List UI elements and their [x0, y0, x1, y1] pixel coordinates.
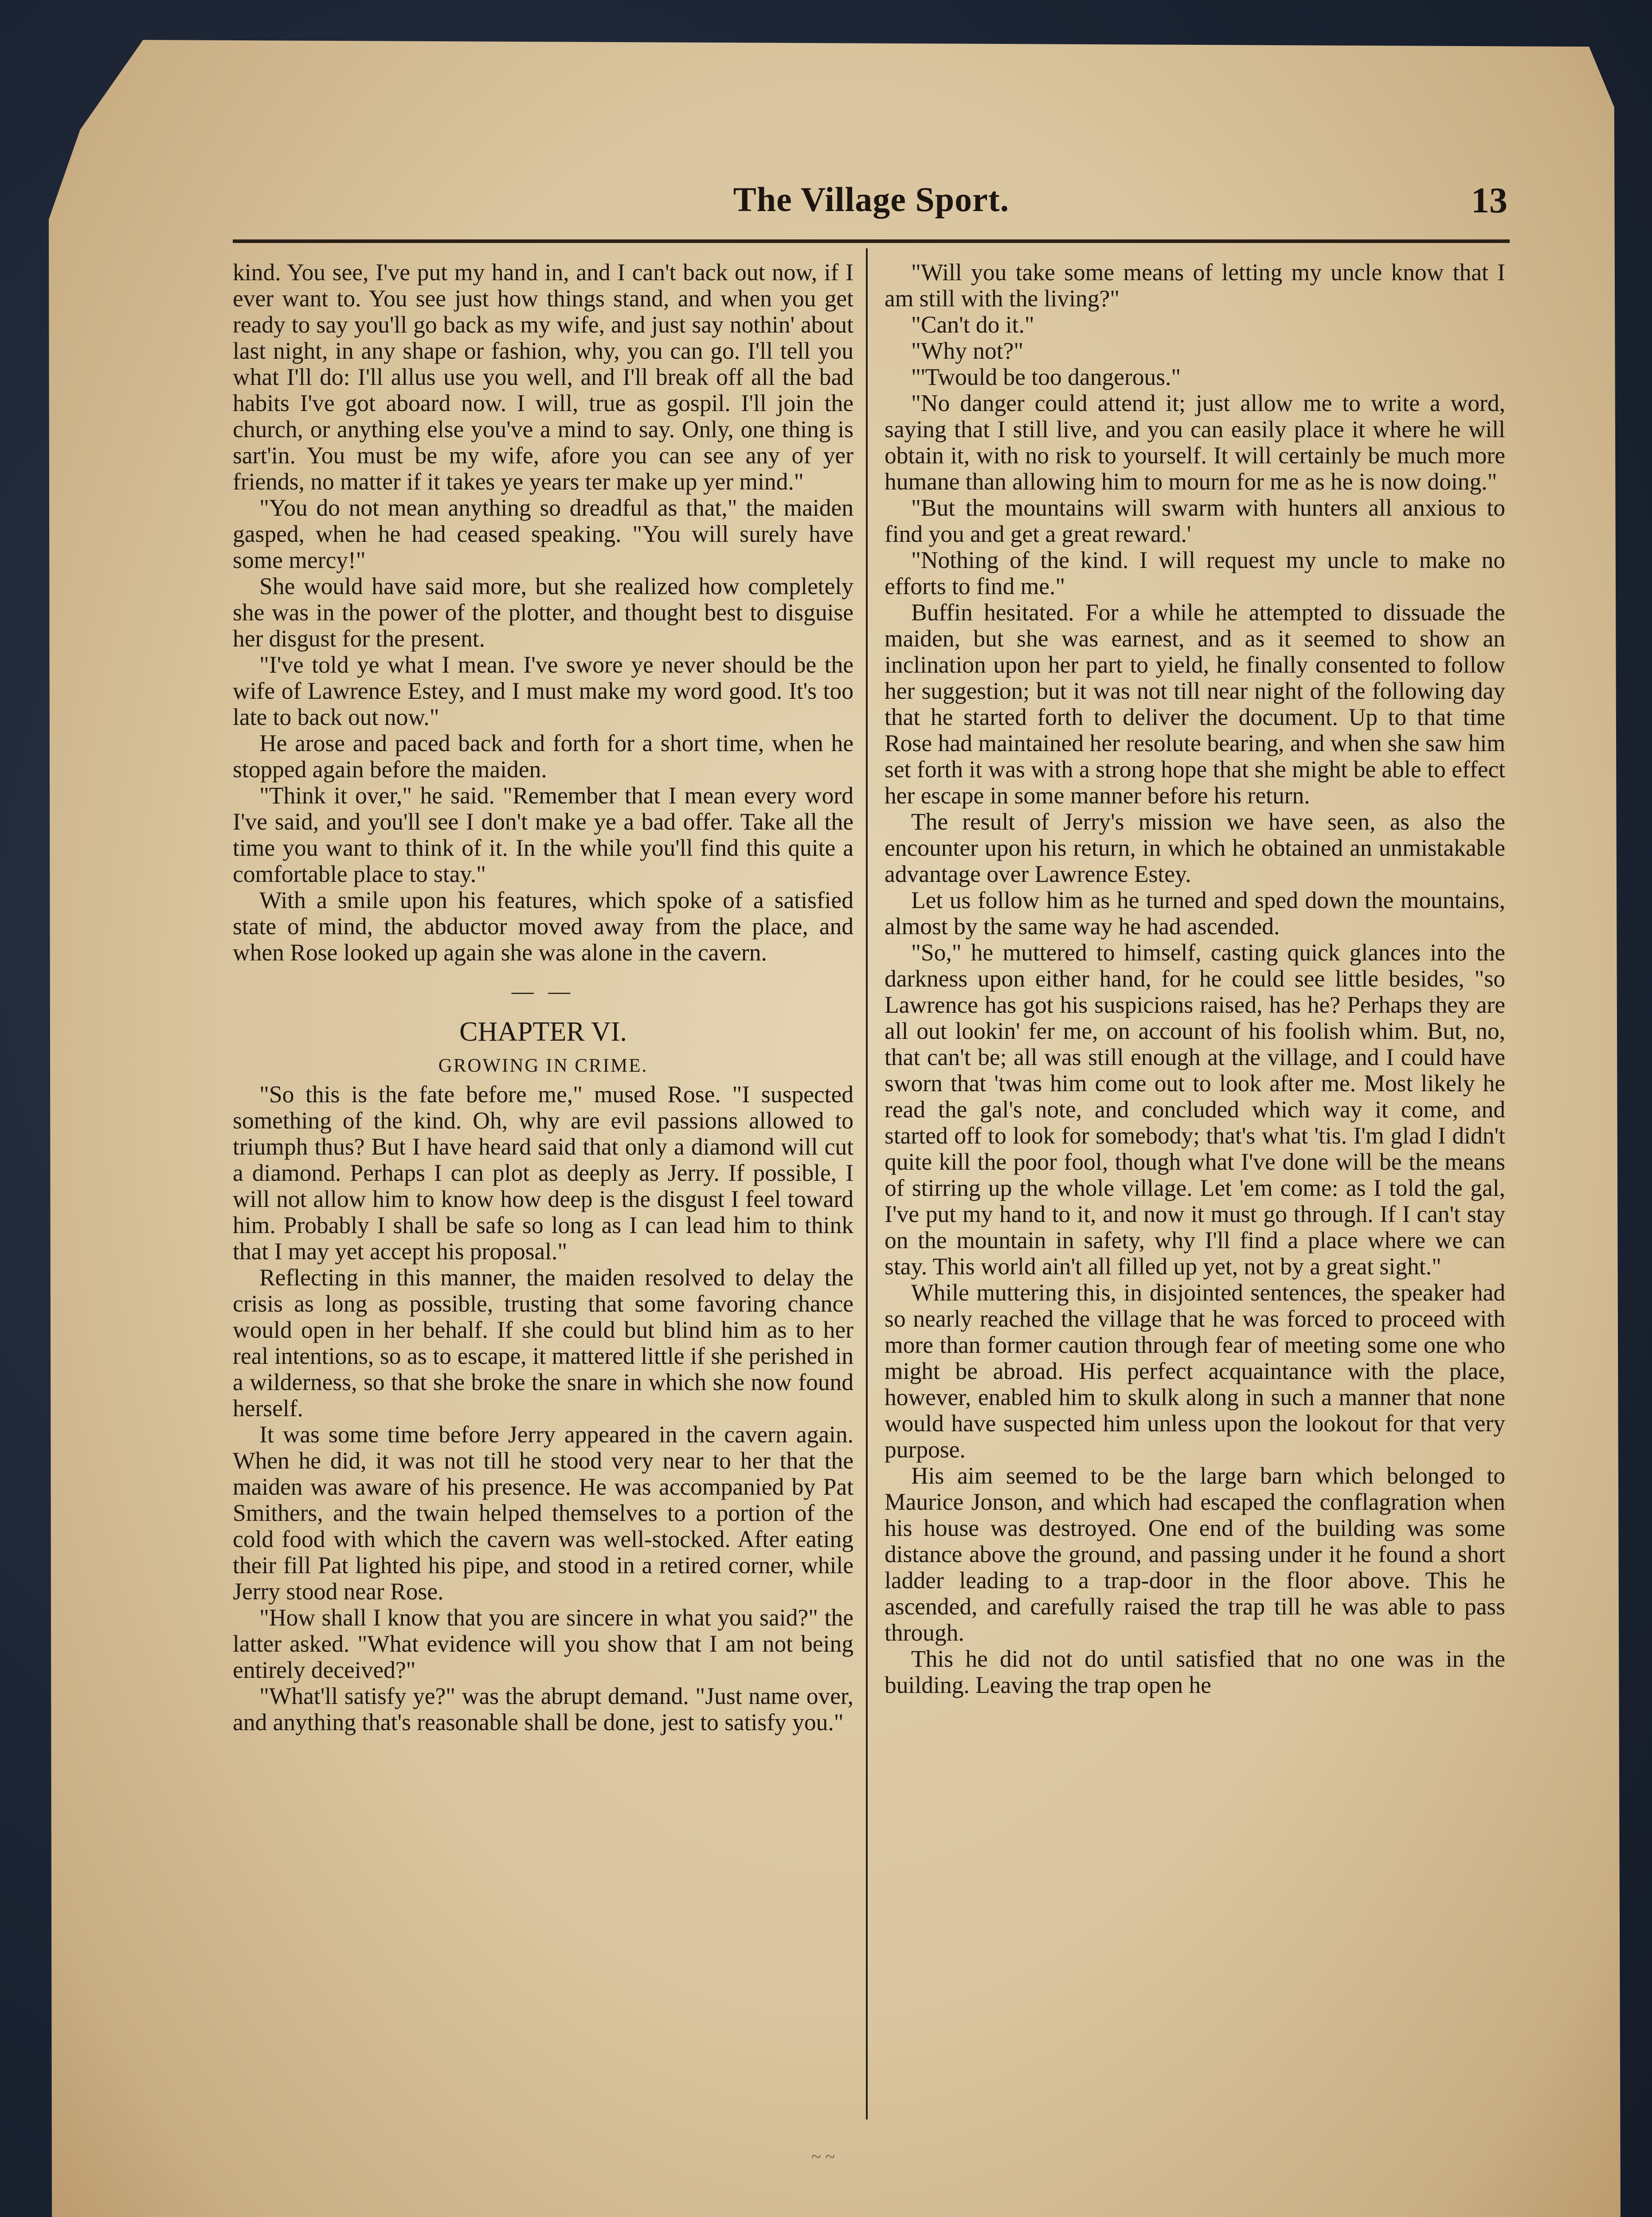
paragraph: "Can't do it." [911, 311, 1034, 338]
paragraph: "So this is the fate before me," mused Rose. "I suspected something of the kind. Oh, why are evil passions allowed to triumph thus? But I have heard said that only a diamond will cut a diamond. Perhaps I can plot as deeply as Jerry. If possible, I will not allow him to know how deep is the disgust I feel toward him. Probably I shall be safe so long as I can lead him to think that I may yet accept his proposal." [233, 1081, 853, 1265]
paragraph: Let us follow him as he turned and sped down the mountains, almost by the same way he had ascended. [885, 887, 1505, 940]
paragraph: The result of Jerry's mission we have seen, as also the encounter upon his return, in which he obtained an unmistakable advantage over Lawrence Estey. [885, 808, 1505, 887]
paragraph: "So," he muttered to himself, casting quick glances into the darkness upon either hand, for he could see little besides, "so Lawrence has got his suspicions raised, has he? Perhaps they are all out lookin' fer me, on account of his foolish whim. But, no, that can't be; all was still enough at the village, and I could have sworn that 'twas him come out to look after me. Most likely he read the gal's note, and concluded which way it come, and started off to look for somebody; that's what 'tis. I'm glad I didn't quite kill the poor fool, though what I've done will be the means of stirring up the whole village. Let 'em come: as I told the gal, I've put my hand to it, and now it must go through. If I can't stay on the mountain in safety, why I'll find a place where we can stay. This world ain't all filled up yet, not by a great sight." [885, 939, 1505, 1280]
paragraph: Buffin hesitated. For a while he attempted to dissuade the maiden, but she was earnest, and as it seemed to show an inclination upon her part to yield, he finally consented to follow her suggestion; but it was not till near night of the following day that he started forth to deliver the document. Up to that time Rose had maintained her resolute bearing, and when she saw him set forth it was with a strong hope that she might be able to effect her escape in some manner before his return. [885, 599, 1505, 809]
page-header [235, 180, 1507, 237]
paragraph: He arose and paced back and forth for a short time, when he stopped again before the maiden. [233, 730, 853, 783]
paragraph: It was some time before Jerry appeared in the cavern again. When he did, it was not till he stood very near to her that the maiden was aware of his presence. He was accompanied by Pat Smithers, and the twain helped themselves to a portion of the cold food with which the cavern was well-stocked. After eating their fill Pat lighted his pipe, and stood in a retired corner, while Jerry stood near Rose. [233, 1421, 853, 1605]
paragraph: "'Twould be too dangerous." [911, 364, 1181, 390]
header-rule [233, 239, 1510, 243]
running-title: The Village Sport. [733, 180, 1010, 219]
paragraph: "I've told ye what I mean. I've swore ye never should be the wife of Lawrence Estey, and I must make my word good. It's too late to back out now." [233, 651, 853, 730]
paragraph: "What'll satisfy ye?" was the abrupt demand. "Just name over, and anything that's reasonable shall be done, jest to satisfy you." [233, 1683, 853, 1735]
paragraph: "Nothing of the kind. I will request my uncle to make no efforts to find me." [885, 547, 1505, 599]
paragraph: kind. You see, I've put my hand in, and I can't back out now, if I ever want to. You see just how things stand, and when you get ready to say you'll go back as my wife, and just say nothin' about last night, in any shape or fashion, why, you can go. I'll tell you what I'll do: I'll allus use you well, and I'll break off all the bad habits I've got aboard now. I will, true as gospil. I'll join the church, or anything else you've a mind to say. Only, one thing is sart'in. You must be my wife, afore you can see any of yer friends, no matter if it takes ye years ter make up yer mind." [233, 259, 853, 495]
chapter-subtitle: GROWING IN CRIME. [438, 1055, 648, 1076]
paragraph: "Why not?" [911, 337, 1024, 364]
paragraph: While muttering this, in disjointed sentences, the speaker had so nearly reached the village that he was forced to proceed with more than former caution through fear of meeting some one who might be abroad. His perfect acquaintance with the place, however, enabled him to skulk along in such a manner that none would have suspected him unless upon the lookout for that very purpose. [885, 1279, 1505, 1463]
paragraph: His aim seemed to be the large barn which belonged to Maurice Jonson, and which had escaped the conflagration when his house was destroyed. One end of the building was some distance above the ground, and passing under it he found a short ladder leading to a trap-door in the floor above. This he ascended, and carefully raised the trap till he was able to pass through. [885, 1462, 1505, 1646]
chapter-title: CHAPTER VI. [459, 1017, 627, 1047]
paragraph: She would have said more, but she realized how completely she was in the power of the plotter, and thought best to disguise her disgust for the present. [233, 573, 853, 652]
left-column [233, 259, 853, 1735]
paragraph: This he did not do until satisfied that no one was in the building. Leaving the trap open he [885, 1645, 1505, 1698]
page-number: 13 [1471, 180, 1507, 220]
column-rule [866, 248, 868, 2119]
paragraph: Reflecting in this manner, the maiden resolved to delay the crisis as long as possible, trusting that some favoring chance would open in her behalf. If she could but blind him as to her real intentions, so as to escape, it mattered little if she perished in a wilderness, so that she broke the snare in which she now found herself. [233, 1264, 853, 1422]
section-divider: — — [511, 979, 575, 1003]
paragraph: "Will you take some means of letting my uncle know that I am still with the living?" [885, 259, 1505, 312]
footer-ornament: ~ ~ [811, 2146, 835, 2166]
paragraph: "Think it over," he said. "Remember that I mean every word I've said, and you'll see I don't make ye a bad offer. Take all the time you want to think of it. In the while you'll find this quite a comfortable place to stay." [233, 782, 853, 887]
paragraph: With a smile upon his features, which spoke of a satisfied state of mind, the abductor moved away from the place, and when Rose looked up again she was alone in the cavern. [233, 887, 853, 966]
paragraph: "But the mountains will swarm with hunters all anxious to find you and get a great reward.' [885, 494, 1505, 547]
right-column [885, 259, 1505, 1698]
paragraph: "No danger could attend it; just allow me to write a word, saying that I still live, and you can easily place it where he will obtain it, with no risk to yourself. It will certainly be much more humane than allowing him to mourn for me as he is now doing." [885, 390, 1505, 495]
paragraph: "How shall I know that you are sincere in what you said?" the latter asked. "What evidence will you show that I am not being entirely deceived?" [233, 1604, 853, 1683]
paragraph: "You do not mean anything so dreadful as that," the maiden gasped, when he had ceased speaking. "You will surely have some mercy!" [233, 494, 853, 573]
